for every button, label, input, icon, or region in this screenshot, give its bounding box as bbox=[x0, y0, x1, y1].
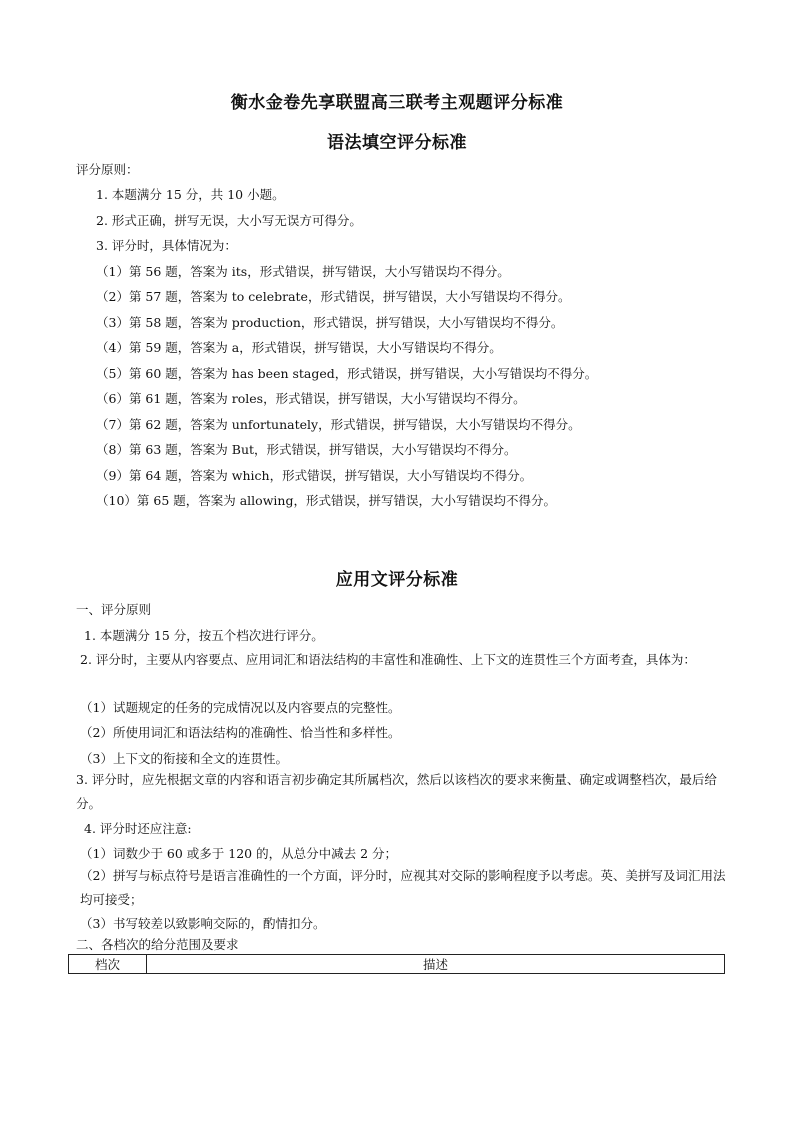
grammar-item: （9）第 64 题，答案为 which，形式错误，拼写错误，大小写错误均不得分。 bbox=[96, 468, 533, 483]
practical-rule-4-item: （2）拼写与标点符号是语言准确性的一个方面，评分时，应视其对交际的影响程度予以考虑。英、美拼写及词汇用法均可接受； bbox=[80, 868, 726, 907]
practical-rule-4-item: （3）书写较差以致影响交际的，酌情扣分。 bbox=[80, 916, 326, 931]
practical-rule-4-item: （1）词数少于 60 或多于 120 的，从总分中减去 2 分； bbox=[80, 846, 398, 861]
grammar-rule-3: 3. 评分时，具体情况为： bbox=[96, 238, 237, 253]
grammar-item: （6）第 61 题，答案为 roles，形式错误，拼写错误，大小写错误均不得分。 bbox=[96, 391, 526, 406]
table-header-description: 描述 bbox=[147, 955, 725, 974]
practical-rule-4: 4. 评分时还应注意: bbox=[84, 821, 192, 836]
grammar-section-title: 语法填空评分标准 bbox=[327, 133, 467, 153]
table-header-level: 档次 bbox=[69, 955, 147, 974]
grammar-item: （8）第 63 题，答案为 But，形式错误，拼写错误，大小写错误均不得分。 bbox=[96, 442, 517, 457]
main-title: 衡水金卷先享联盟高三联考主观题评分标准 bbox=[230, 93, 564, 113]
grammar-item: （5）第 60 题，答案为 has been staged，形式错误，拼写错误，大小写错误均不得分。 bbox=[96, 366, 598, 381]
grammar-item: （10）第 65 题，答案为 allowing，形式错误，拼写错误，大小写错误均不得分。 bbox=[96, 493, 556, 508]
grammar-rule-2: 2. 形式正确，拼写无误，大小写无误方可得分。 bbox=[96, 213, 362, 228]
grammar-item: （4）第 59 题，答案为 a，形式错误，拼写错误，大小写错误均不得分。 bbox=[96, 340, 502, 355]
practical-rule-1: 1. 本题满分 15 分，按五个档次进行评分。 bbox=[84, 628, 324, 643]
practical-rule-2-item: （2）所使用词汇和语法结构的准确性、恰当性和多样性。 bbox=[80, 725, 401, 740]
grammar-item: （3）第 58 题，答案为 production，形式错误，拼写错误，大小写错误均不得分。 bbox=[96, 315, 564, 330]
practical-rule-3: 3. 评分时，应先根据文章的内容和语言初步确定其所属档次，然后以该档次的要求来衡量、确定或调整档次，最后给分。 bbox=[76, 772, 717, 811]
grammar-rule-1: 1. 本题满分 15 分，共 10 小题。 bbox=[96, 187, 285, 202]
practical-rule-2: 2. 评分时，主要从内容要点、应用词汇和语法结构的丰富性和准确性、上下文的连贯性三个方面考查，具体为： bbox=[80, 652, 696, 667]
grammar-item: （2）第 57 题，答案为 to celebrate，形式错误，拼写错误，大小写错误均不得分。 bbox=[96, 289, 571, 304]
practical-section-1: 一、评分原则 bbox=[76, 602, 152, 617]
table-header-row bbox=[69, 955, 725, 974]
grade-table bbox=[68, 954, 725, 974]
practical-section-2: 二、各档次的给分范围及要求 bbox=[76, 937, 239, 952]
practical-rule-2-item: （1）试题规定的任务的完成情况以及内容要点的完整性。 bbox=[80, 700, 401, 715]
grammar-item: （1）第 56 题，答案为 its，形式错误，拼写错误，大小写错误均不得分。 bbox=[96, 264, 510, 279]
grammar-principle-label: 评分原则： bbox=[76, 162, 139, 177]
practical-section-title: 应用文评分标准 bbox=[335, 570, 459, 590]
practical-rule-2-item: （3）上下文的衔接和全文的连贯性。 bbox=[80, 751, 288, 766]
grammar-item: （7）第 62 题，答案为 unfortunately，形式错误，拼写错误，大小写错误均不得分。 bbox=[96, 417, 581, 432]
